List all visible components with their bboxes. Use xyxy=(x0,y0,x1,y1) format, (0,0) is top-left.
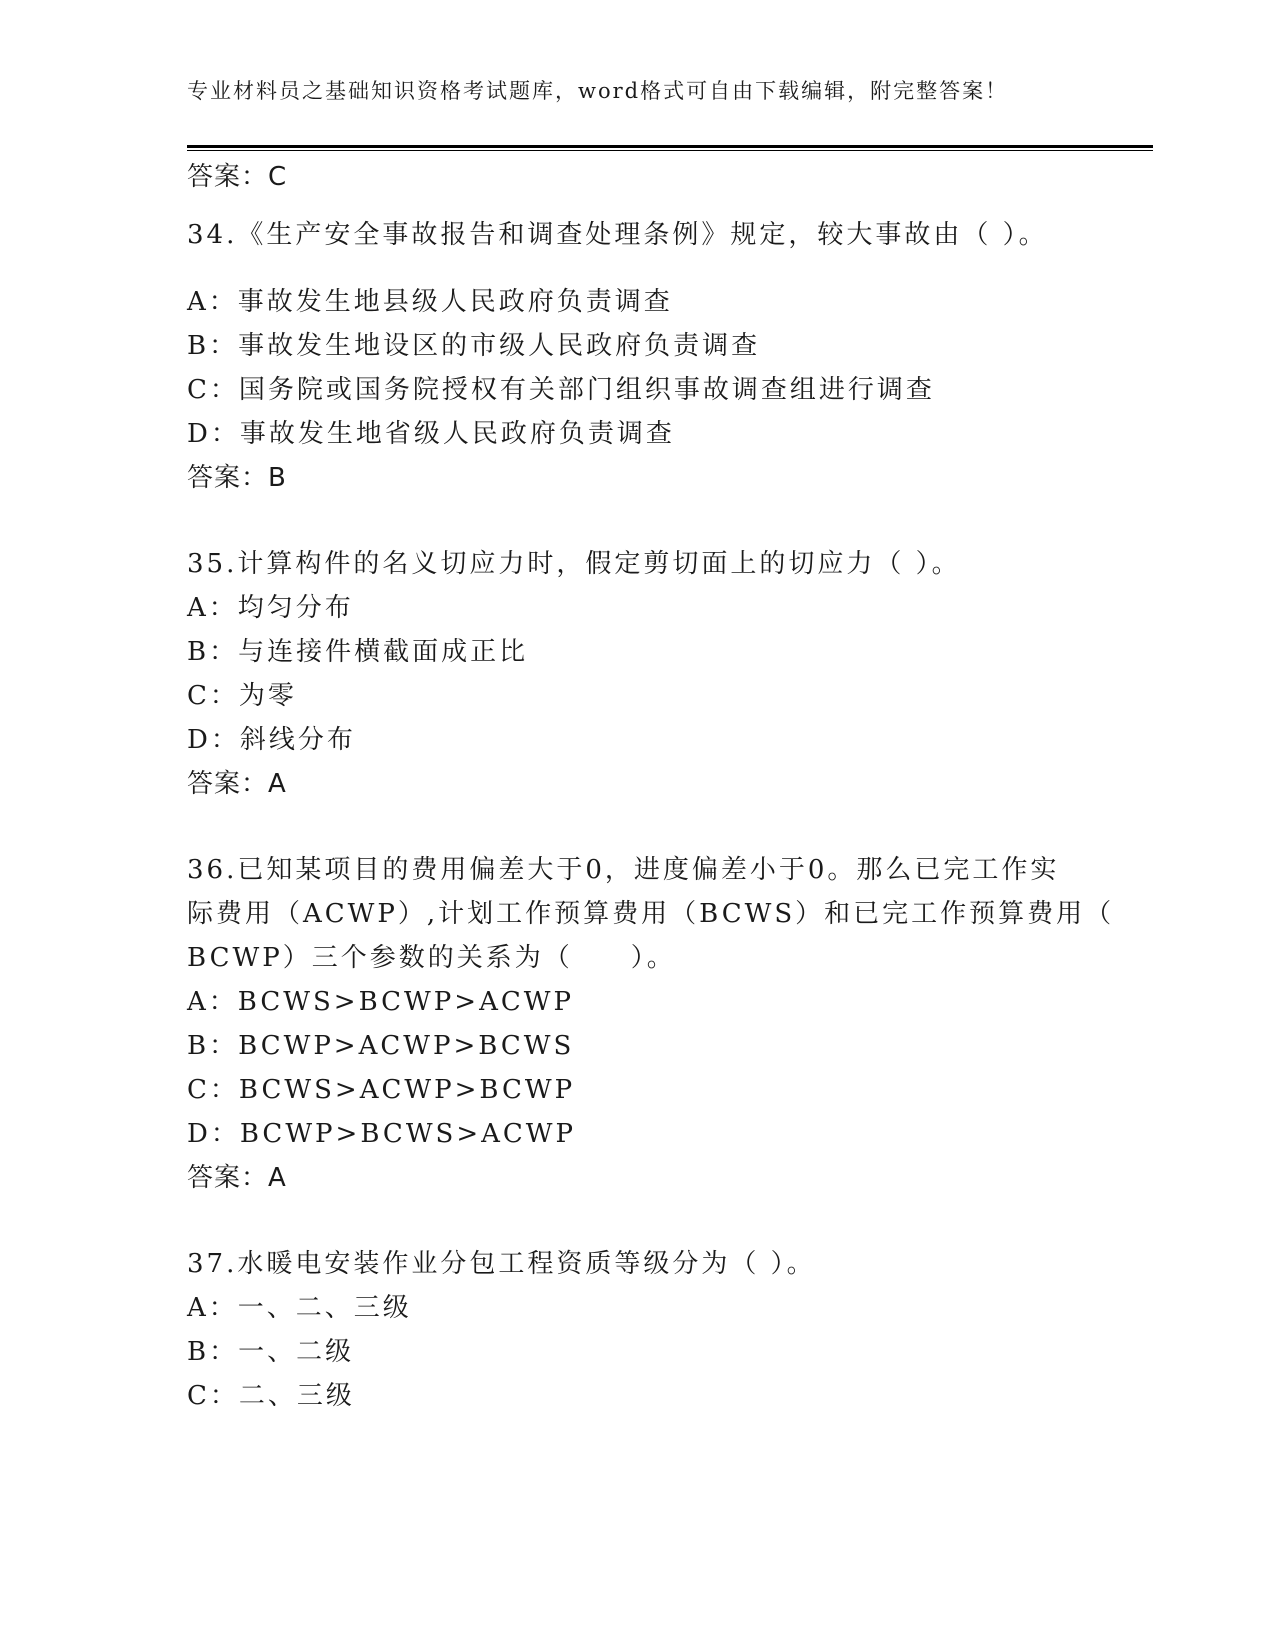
question-stem: 34.《生产安全事故报告和调查处理条例》规定，较大事故由（ ）。 xyxy=(187,220,1048,250)
answer: 答案：A xyxy=(187,769,287,799)
option-c: C：二、三级 xyxy=(187,1381,355,1411)
answer: 答案：A xyxy=(187,1163,287,1193)
option-b: B：事故发生地设区的市级人民政府负责调查 xyxy=(187,331,761,361)
option-a: A：一、二、三级 xyxy=(187,1293,412,1323)
question-stem: 35.计算构件的名义切应力时，假定剪切面上的切应力（ ）。 xyxy=(187,549,961,579)
question-stem: 37.水暖电安装作业分包工程资质等级分为（ ）。 xyxy=(187,1249,816,1279)
option-a: A：均匀分布 xyxy=(187,593,354,623)
question-stem-line-1: 36.已知某项目的费用偏差大于0，进度偏差小于0。那么已完工作实 xyxy=(187,855,1060,885)
previous-answer: 答案：C xyxy=(187,162,288,192)
option-d: D：斜线分布 xyxy=(187,725,356,755)
option-d: D：BCWP>BCWS>ACWP xyxy=(187,1119,577,1149)
header-rule-thin xyxy=(187,150,1153,151)
option-c: C：为零 xyxy=(187,681,297,711)
answer: 答案：B xyxy=(187,463,287,493)
option-d: D：事故发生地省级人民政府负责调查 xyxy=(187,419,675,449)
option-c: C：BCWS>ACWP>BCWP xyxy=(187,1075,576,1105)
question-stem-line-2: 际费用（ACWP）,计划工作预算费用（BCWS）和已完工作预算费用（ xyxy=(187,899,1115,929)
header-title: 专业材料员之基础知识资格考试题库，word格式可自由下载编辑，附完整答案！ xyxy=(187,79,1009,103)
option-a: A：事故发生地县级人民政府负责调查 xyxy=(187,287,673,317)
option-b: B：与连接件横截面成正比 xyxy=(187,637,529,667)
option-c: C：国务院或国务院授权有关部门组织事故调查组进行调查 xyxy=(187,375,935,405)
header-rule-thick xyxy=(187,145,1153,148)
option-b: B：BCWP>ACWP>BCWS xyxy=(187,1031,575,1061)
option-a: A：BCWS>BCWP>ACWP xyxy=(187,987,574,1017)
option-b: B：一、二级 xyxy=(187,1337,355,1367)
question-stem-line-3: BCWP）三个参数的关系为（ ）。 xyxy=(187,943,676,973)
